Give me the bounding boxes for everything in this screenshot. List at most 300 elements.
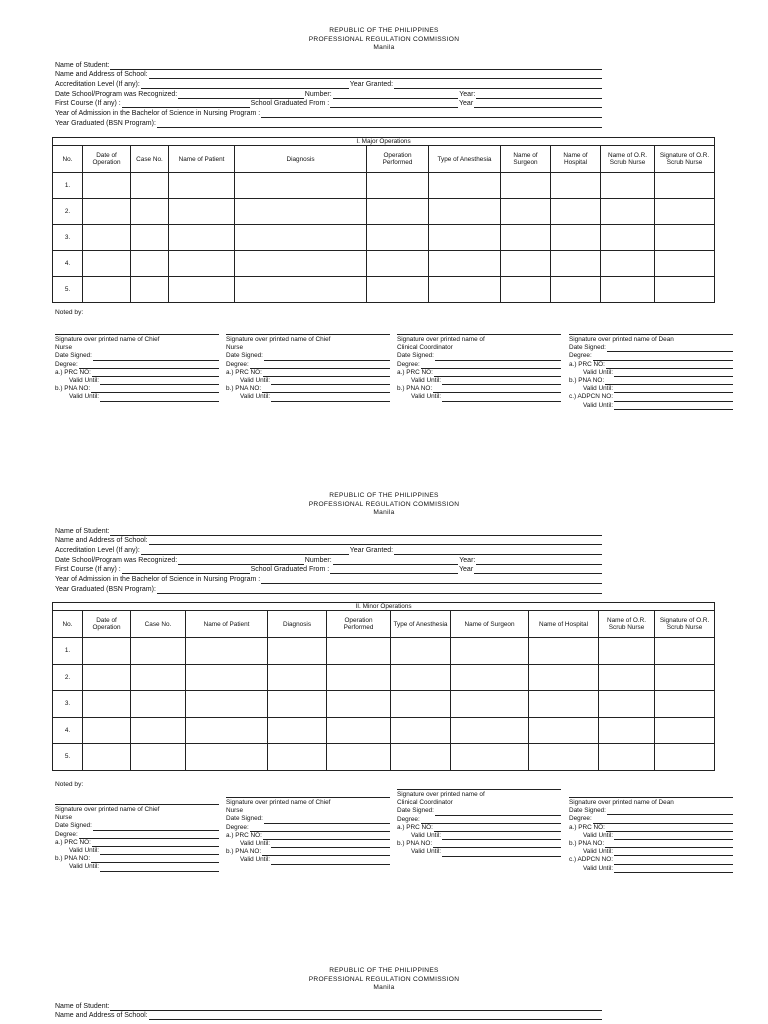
degree-blank[interactable]	[421, 817, 561, 824]
table-cell[interactable]	[327, 717, 391, 744]
valid-until-blank[interactable]	[100, 865, 219, 872]
table-row	[53, 664, 715, 691]
table-cell[interactable]	[451, 638, 529, 665]
valid-until-label: Valid Until:	[69, 393, 100, 401]
pna-label: b.) PNA NO:	[569, 377, 605, 385]
valid-until-label: Valid Until:	[583, 368, 614, 376]
table-cell[interactable]	[367, 277, 429, 303]
field-first-course-blank[interactable]	[122, 567, 250, 575]
prc-blank[interactable]	[434, 370, 561, 377]
field-school-label: Name and Address of School:	[55, 537, 148, 545]
table-cell[interactable]	[599, 744, 655, 771]
field-year-granted-label: Year Granted:	[349, 81, 394, 89]
chief-nurse-title-b: Nurse	[55, 344, 73, 352]
valid-until-blank[interactable]	[442, 378, 561, 385]
prc-label: a.) PRC NO:	[226, 368, 262, 376]
field-student-label: Name of Student:	[55, 61, 110, 69]
major-table-caption: I. Major Operations	[53, 138, 715, 146]
degree-label: Degree:	[55, 360, 78, 368]
table-cell[interactable]	[327, 664, 391, 691]
valid-until-blank[interactable]	[100, 395, 219, 402]
prc-blank[interactable]	[606, 825, 733, 832]
valid-until-blank[interactable]	[100, 848, 219, 855]
table-cell[interactable]	[131, 251, 169, 277]
header-city: Manila	[373, 509, 395, 516]
table-cell[interactable]	[235, 199, 367, 225]
table-cell[interactable]	[235, 225, 367, 251]
major-col-surgeon: Name of Surgeon	[501, 146, 551, 173]
chief-nurse-title-a: Signature over printed name of Chief	[226, 799, 331, 806]
prc-blank[interactable]	[263, 833, 390, 840]
dean-title: Signature over printed name of Dean	[569, 799, 674, 806]
date-signed-blank[interactable]	[435, 354, 561, 361]
table-cell[interactable]	[367, 173, 429, 199]
table-cell[interactable]	[169, 225, 235, 251]
field-accreditation-label: Accreditation Level (If any):	[55, 81, 140, 89]
valid-until-blank[interactable]	[442, 850, 561, 857]
degree-blank[interactable]	[593, 354, 733, 361]
valid-until-label: Valid Until:	[411, 848, 442, 856]
table-cell[interactable]	[501, 225, 551, 251]
table-cell[interactable]	[391, 744, 451, 771]
table-cell[interactable]	[451, 717, 529, 744]
field-student-blank[interactable]	[110, 62, 602, 70]
table-cell[interactable]	[655, 664, 715, 691]
sig-clinical-coordinator	[397, 782, 561, 857]
table-cell[interactable]	[601, 251, 655, 277]
field-year-blank[interactable]	[476, 557, 602, 565]
major-col-operation: Operation Performed	[367, 146, 429, 173]
table-cell[interactable]	[83, 173, 131, 199]
valid-until-label: Valid Until:	[411, 377, 442, 385]
table-cell[interactable]	[655, 199, 715, 225]
table-cell[interactable]	[529, 691, 599, 718]
field-year-granted-blank[interactable]	[394, 548, 602, 556]
field-student-blank[interactable]	[110, 1003, 602, 1011]
chief-nurse-title-a: Signature over printed name of Chief	[55, 336, 160, 343]
student-fields-major	[55, 60, 603, 128]
date-signed-blank[interactable]	[264, 817, 390, 824]
table-cell[interactable]	[601, 225, 655, 251]
table-cell[interactable]	[131, 691, 186, 718]
table-row	[53, 225, 715, 251]
field-student-label: Name of Student:	[55, 1002, 110, 1010]
table-cell[interactable]	[83, 277, 131, 303]
table-cell[interactable]	[83, 691, 131, 718]
table-cell[interactable]	[529, 664, 599, 691]
signature-line[interactable]	[55, 797, 219, 805]
adpcn-blank[interactable]	[614, 858, 733, 865]
table-cell[interactable]	[83, 199, 131, 225]
field-accreditation-blank[interactable]	[141, 548, 349, 556]
table-cell[interactable]	[599, 664, 655, 691]
major-col-anesthesia: Type of Anesthesia	[429, 146, 501, 173]
table-cell[interactable]	[367, 251, 429, 277]
table-cell[interactable]	[391, 691, 451, 718]
noted-by-label: Noted by:	[55, 309, 84, 316]
field-number-blank[interactable]	[333, 91, 459, 99]
field-school-blank[interactable]	[149, 1013, 602, 1021]
field-year-admission-label: Year of Admission in the Bachelor of Science in Nursing Program :	[55, 110, 261, 118]
prc-label: a.) PRC NO:	[55, 368, 91, 376]
coordinator-title-b: Clinical Coordinator	[397, 344, 453, 352]
minor-operations-table	[52, 602, 715, 771]
date-signed-blank[interactable]	[435, 809, 561, 816]
table-cell[interactable]	[83, 664, 131, 691]
chief-nurse-title-b: Nurse	[226, 807, 244, 815]
field-year2-label: Year	[459, 100, 474, 108]
valid-until-blank[interactable]	[271, 395, 390, 402]
table-cell[interactable]	[429, 225, 501, 251]
table-cell[interactable]	[655, 691, 715, 718]
degree-blank[interactable]	[250, 825, 390, 832]
table-cell[interactable]	[186, 638, 268, 665]
valid-until-blank[interactable]	[442, 833, 561, 840]
field-year-admission-blank[interactable]	[261, 111, 602, 119]
valid-until-blank[interactable]	[614, 849, 733, 856]
table-cell[interactable]	[551, 199, 601, 225]
degree-blank[interactable]	[79, 362, 219, 369]
header-city: Manila	[373, 984, 395, 991]
date-signed-blank[interactable]	[93, 354, 219, 361]
signature-line[interactable]	[569, 327, 733, 335]
table-cell[interactable]	[186, 717, 268, 744]
major-col-diagnosis: Diagnosis	[235, 146, 367, 173]
degree-label: Degree:	[569, 352, 592, 360]
degree-blank[interactable]	[79, 832, 219, 839]
table-row	[53, 744, 715, 771]
row-number: 2.	[53, 664, 83, 691]
degree-blank[interactable]	[250, 362, 390, 369]
pna-blank[interactable]	[433, 386, 561, 393]
form-section-minor	[0, 492, 768, 518]
date-signed-label: Date Signed:	[226, 815, 263, 823]
table-cell[interactable]	[501, 173, 551, 199]
major-col-no: No.	[53, 146, 83, 173]
chief-nurse-title-b: Nurse	[55, 814, 73, 822]
table-cell[interactable]	[529, 717, 599, 744]
row-number: 3.	[53, 225, 83, 251]
major-operations-table	[52, 137, 715, 303]
table-cell[interactable]	[429, 173, 501, 199]
table-cell[interactable]	[268, 691, 327, 718]
date-signed-blank[interactable]	[93, 824, 219, 831]
table-cell[interactable]	[327, 638, 391, 665]
valid-until-blank[interactable]	[442, 395, 561, 402]
field-year-graduated-blank[interactable]	[157, 586, 602, 594]
table-cell[interactable]	[655, 277, 715, 303]
table-cell[interactable]	[131, 717, 186, 744]
table-cell[interactable]	[83, 251, 131, 277]
valid-until-label: Valid Until:	[69, 863, 100, 871]
date-signed-label: Date Signed:	[226, 352, 263, 360]
field-year-granted-blank[interactable]	[394, 82, 602, 90]
field-year-granted-label: Year Granted:	[349, 547, 394, 555]
degree-blank[interactable]	[421, 362, 561, 369]
table-cell[interactable]	[235, 173, 367, 199]
table-cell[interactable]	[551, 251, 601, 277]
signature-line[interactable]	[226, 327, 390, 335]
field-number-blank[interactable]	[333, 557, 459, 565]
table-cell[interactable]	[169, 199, 235, 225]
degree-label: Degree:	[55, 830, 78, 838]
table-cell[interactable]	[131, 277, 169, 303]
table-cell[interactable]	[327, 691, 391, 718]
table-row	[53, 691, 715, 718]
valid-until-blank[interactable]	[614, 833, 733, 840]
field-year-admission-label: Year of Admission in the Bachelor of Science in Nursing Program :	[55, 576, 261, 584]
valid-until-blank[interactable]	[614, 386, 733, 393]
table-row	[53, 199, 715, 225]
table-cell[interactable]	[131, 199, 169, 225]
field-school-graduated-label: School Graduated From :	[250, 566, 330, 574]
signature-line[interactable]	[226, 790, 390, 798]
major-col-date: Date of Operation	[83, 146, 131, 173]
table-cell[interactable]	[451, 744, 529, 771]
valid-until-blank[interactable]	[614, 403, 733, 410]
table-cell[interactable]	[186, 664, 268, 691]
student-fields-minor	[55, 526, 603, 594]
field-date-recognized-blank[interactable]	[178, 557, 304, 565]
valid-until-blank[interactable]	[271, 841, 390, 848]
table-cell[interactable]	[655, 251, 715, 277]
degree-label: Degree:	[397, 360, 420, 368]
pna-blank[interactable]	[433, 841, 561, 848]
field-school-blank[interactable]	[149, 538, 602, 546]
valid-until-label: Valid Until:	[240, 840, 271, 848]
adpcn-label: c.) ADPCN NO:	[569, 393, 614, 401]
table-cell[interactable]	[235, 277, 367, 303]
table-cell[interactable]	[169, 251, 235, 277]
noted-by-label: Noted by:	[55, 781, 84, 788]
prc-label: a.) PRC NO:	[569, 823, 605, 831]
table-cell[interactable]	[186, 744, 268, 771]
valid-until-label: Valid Until:	[240, 856, 271, 864]
field-student-label: Name of Student:	[55, 527, 110, 535]
table-cell[interactable]	[551, 173, 601, 199]
table-cell[interactable]	[429, 199, 501, 225]
table-cell[interactable]	[599, 691, 655, 718]
valid-until-blank[interactable]	[271, 858, 390, 865]
pna-label: b.) PNA NO:	[226, 848, 262, 856]
table-cell[interactable]	[83, 717, 131, 744]
header-city: Manila	[373, 44, 395, 51]
table-cell[interactable]	[551, 225, 601, 251]
field-school-label: Name and Address of School:	[55, 1012, 148, 1020]
prc-label: a.) PRC NO:	[397, 823, 433, 831]
table-cell[interactable]	[429, 251, 501, 277]
field-year2-blank[interactable]	[474, 567, 602, 575]
signature-line[interactable]	[397, 782, 561, 790]
table-cell[interactable]	[169, 277, 235, 303]
minor-col-scrub-nurse: Name of O.R. Scrub Nurse	[599, 611, 655, 638]
table-row	[53, 277, 715, 303]
valid-until-blank[interactable]	[614, 866, 733, 873]
field-year-graduated-blank[interactable]	[157, 120, 602, 128]
prc-label: a.) PRC NO:	[55, 838, 91, 846]
pna-blank[interactable]	[262, 849, 390, 856]
valid-until-label: Valid Until:	[240, 393, 271, 401]
table-cell[interactable]	[131, 225, 169, 251]
table-cell[interactable]	[367, 225, 429, 251]
valid-until-blank[interactable]	[271, 378, 390, 385]
field-date-recognized-label: Date School/Program was Recognized:	[55, 90, 178, 98]
form-section-third	[0, 967, 768, 993]
valid-until-blank[interactable]	[100, 378, 219, 385]
table-cell[interactable]	[655, 638, 715, 665]
valid-until-label: Valid Until:	[411, 832, 442, 840]
row-number: 4.	[53, 251, 83, 277]
table-cell[interactable]	[268, 744, 327, 771]
major-col-hospital: Name of Hospital	[551, 146, 601, 173]
signature-line[interactable]	[55, 327, 219, 335]
field-year2-blank[interactable]	[474, 101, 602, 109]
sig-clinical-coordinator	[397, 327, 561, 402]
field-first-course-blank[interactable]	[122, 101, 250, 109]
form-section-major	[0, 27, 768, 53]
table-cell[interactable]	[529, 638, 599, 665]
table-cell[interactable]	[655, 173, 715, 199]
minor-col-patient: Name of Patient	[186, 611, 268, 638]
table-cell[interactable]	[655, 225, 715, 251]
date-signed-label: Date Signed:	[569, 807, 606, 815]
prc-blank[interactable]	[263, 370, 390, 377]
major-col-scrub-nurse: Name of O.R. Scrub Nurse	[601, 146, 655, 173]
field-year2-label: Year	[459, 566, 474, 574]
table-cell[interactable]	[186, 691, 268, 718]
minor-col-no: No.	[53, 611, 83, 638]
pna-label: b.) PNA NO:	[397, 840, 433, 848]
field-student-blank[interactable]	[110, 528, 602, 536]
table-cell[interactable]	[268, 717, 327, 744]
table-cell[interactable]	[501, 277, 551, 303]
sig-chief-nurse-1	[55, 797, 219, 872]
pna-label: b.) PNA NO:	[569, 840, 605, 848]
minor-col-hospital: Name of Hospital	[529, 611, 599, 638]
chief-nurse-title-a: Signature over printed name of Chief	[55, 806, 160, 813]
row-number: 5.	[53, 744, 83, 771]
pna-label: b.) PNA NO:	[397, 385, 433, 393]
field-school-label: Name and Address of School:	[55, 71, 148, 79]
date-signed-blank[interactable]	[264, 354, 390, 361]
minor-col-operation: Operation Performed	[327, 611, 391, 638]
table-cell[interactable]	[83, 225, 131, 251]
pna-blank[interactable]	[91, 856, 219, 863]
field-year-admission-blank[interactable]	[261, 577, 602, 585]
table-cell[interactable]	[131, 173, 169, 199]
valid-until-blank[interactable]	[614, 370, 733, 377]
table-cell[interactable]	[655, 717, 715, 744]
coordinator-title-b: Clinical Coordinator	[397, 799, 453, 807]
table-cell[interactable]	[131, 638, 186, 665]
table-cell[interactable]	[83, 744, 131, 771]
coordinator-title-a: Signature over printed name of	[397, 336, 485, 343]
table-cell[interactable]	[429, 277, 501, 303]
table-row	[53, 638, 715, 665]
table-cell[interactable]	[131, 664, 186, 691]
table-cell[interactable]	[601, 277, 655, 303]
table-cell[interactable]	[601, 199, 655, 225]
table-cell[interactable]	[327, 744, 391, 771]
table-cell[interactable]	[268, 664, 327, 691]
pna-label: b.) PNA NO:	[55, 855, 91, 863]
pna-blank[interactable]	[605, 378, 733, 385]
valid-until-label: Valid Until:	[240, 377, 271, 385]
table-cell[interactable]	[601, 173, 655, 199]
table-cell[interactable]	[599, 638, 655, 665]
minor-col-anesthesia: Type of Anesthesia	[391, 611, 451, 638]
field-school-graduated-blank[interactable]	[330, 567, 458, 575]
minor-table-caption: II. Minor Operations	[53, 603, 715, 611]
table-cell[interactable]	[551, 277, 601, 303]
table-cell[interactable]	[501, 251, 551, 277]
row-number: 1.	[53, 173, 83, 199]
prc-label: a.) PRC NO:	[569, 360, 605, 368]
field-school-graduated-blank[interactable]	[330, 101, 458, 109]
table-cell[interactable]	[451, 664, 529, 691]
prc-label: a.) PRC NO:	[397, 368, 433, 376]
pna-blank[interactable]	[605, 841, 733, 848]
signature-line[interactable]	[569, 790, 733, 798]
table-cell[interactable]	[391, 717, 451, 744]
field-date-recognized-label: Date School/Program was Recognized:	[55, 556, 178, 564]
field-year-blank[interactable]	[476, 91, 602, 99]
table-cell[interactable]	[83, 638, 131, 665]
table-cell[interactable]	[235, 251, 367, 277]
table-cell[interactable]	[131, 744, 186, 771]
header-republic: REPUBLIC OF THE PHILIPPINES	[329, 492, 439, 499]
date-signed-label: Date Signed:	[55, 822, 92, 830]
prc-blank[interactable]	[434, 825, 561, 832]
prc-blank[interactable]	[606, 362, 733, 369]
prc-blank[interactable]	[92, 840, 219, 847]
student-fields-third	[55, 1001, 603, 1024]
table-cell[interactable]	[268, 638, 327, 665]
table-cell[interactable]	[169, 173, 235, 199]
field-accreditation-blank[interactable]	[141, 82, 349, 90]
row-number: 1.	[53, 638, 83, 665]
field-year-graduated-label: Year Graduated (BSN Program):	[55, 585, 156, 593]
degree-blank[interactable]	[593, 817, 733, 824]
date-signed-blank[interactable]	[607, 345, 733, 352]
minor-col-surgeon: Name of Surgeon	[451, 611, 529, 638]
adpcn-blank[interactable]	[614, 395, 733, 402]
table-cell[interactable]	[451, 691, 529, 718]
field-date-recognized-blank[interactable]	[178, 91, 304, 99]
field-school-blank[interactable]	[149, 72, 602, 80]
pna-blank[interactable]	[262, 386, 390, 393]
table-cell[interactable]	[501, 199, 551, 225]
date-signed-label: Date Signed:	[397, 352, 434, 360]
table-cell[interactable]	[391, 638, 451, 665]
table-cell[interactable]	[367, 199, 429, 225]
pna-blank[interactable]	[91, 386, 219, 393]
date-signed-blank[interactable]	[607, 808, 733, 815]
table-cell[interactable]	[529, 744, 599, 771]
coordinator-title-a: Signature over printed name of	[397, 791, 485, 798]
table-cell[interactable]	[655, 744, 715, 771]
degree-label: Degree:	[569, 815, 592, 823]
signature-line[interactable]	[397, 327, 561, 335]
table-cell[interactable]	[599, 717, 655, 744]
table-row	[53, 173, 715, 199]
major-col-case: Case No.	[131, 146, 169, 173]
table-cell[interactable]	[391, 664, 451, 691]
date-signed-label: Date Signed:	[397, 807, 434, 815]
sig-dean	[569, 327, 733, 410]
prc-blank[interactable]	[92, 370, 219, 377]
pna-label: b.) PNA NO:	[55, 385, 91, 393]
